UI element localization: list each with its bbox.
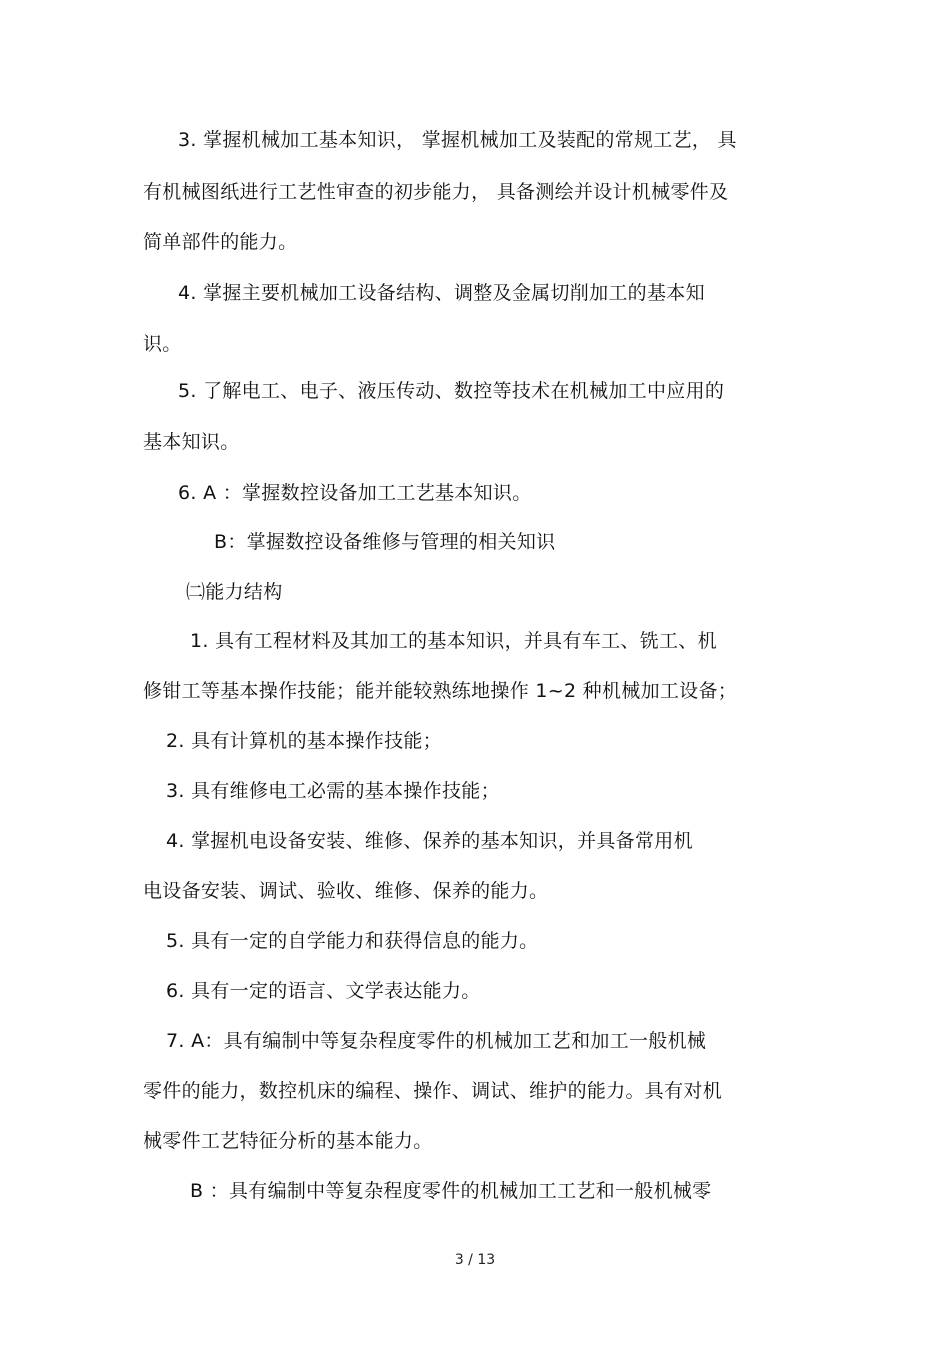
text-line: 基本知识。 xyxy=(143,431,240,453)
text-line: 械零件工艺特征分析的基本能力。 xyxy=(143,1130,433,1152)
page-number: 3 / 13 xyxy=(454,1252,496,1268)
text-line: 2. 具有计算机的基本操作技能； xyxy=(166,730,442,752)
text-line: B：掌握数控设备维修与管理的相关知识 xyxy=(214,531,556,553)
section-heading: ㈡能力结构 xyxy=(186,581,283,603)
text-line: 有机械图纸进行工艺性审查的初步能力， 具备测绘并设计机械零件及 xyxy=(143,181,729,203)
text-line: 6. 具有一定的语言、文学表达能力。 xyxy=(166,980,481,1002)
text-line: 1. 具有工程材料及其加工的基本知识，并具有车工、铣工、机 xyxy=(190,630,717,652)
text-line: 3. 掌握机械加工基本知识， 掌握机械加工及装配的常规工艺， 具 xyxy=(178,129,737,151)
text-line: 识。 xyxy=(143,333,182,355)
text-line: 修钳工等基本操作技能；能并能较熟练地操作 1~2 种机械加工设备； xyxy=(143,680,738,702)
text-line: 零件的能力，数控机床的编程、操作、调试、维护的能力。具有对机 xyxy=(143,1080,723,1102)
text-line: 7. A：具有编制中等复杂程度零件的机械加工艺和加工一般机械 xyxy=(166,1030,707,1052)
text-line: 5. 具有一定的自学能力和获得信息的能力。 xyxy=(166,930,539,952)
text-line: 4. 掌握机电设备安装、维修、保养的基本知识，并具备常用机 xyxy=(166,830,693,852)
text-line: 3. 具有维修电工必需的基本操作技能； xyxy=(166,780,500,802)
text-line: 4. 掌握主要机械加工设备结构、调整及金属切削加工的基本知 xyxy=(178,282,705,304)
text-line: B ：具有编制中等复杂程度零件的机械加工工艺和一般机械零 xyxy=(190,1180,712,1202)
text-line: 6. A ：掌握数控设备加工工艺基本知识。 xyxy=(178,482,532,504)
text-line: 电设备安装、调试、验收、维修、保养的能力。 xyxy=(143,880,549,902)
text-line: 简单部件的能力。 xyxy=(143,231,298,253)
text-line: 5. 了解电工、电子、液压传动、数控等技术在机械加工中应用的 xyxy=(178,380,725,402)
